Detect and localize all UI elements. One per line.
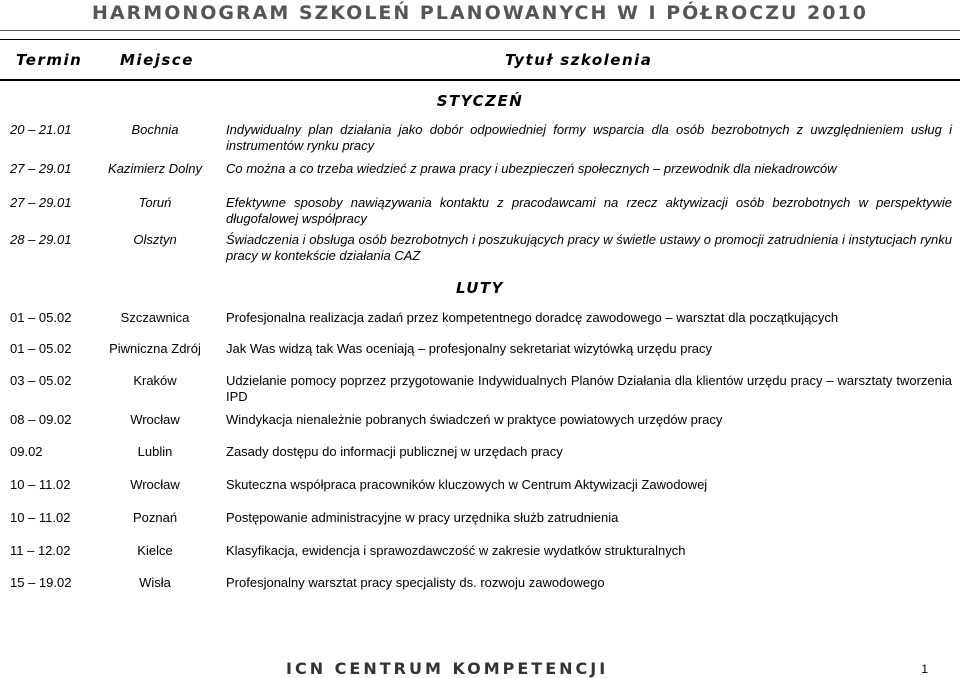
- row-place: Olsztyn: [133, 232, 177, 247]
- table-header: [0, 39, 960, 81]
- month-heading-february: LUTY: [455, 279, 504, 297]
- column-header-place: Miejsce: [120, 51, 194, 69]
- row-course-title: Zasady dostępu do informacji publicznej w urzędach pracy: [226, 444, 563, 459]
- row-place: Toruń: [138, 195, 172, 210]
- row-course-title: Indywidualny plan działania jako dobór odpowiedniej formy wsparcia dla osób bezrobotnych z uwzględnieniem usług i instrumentów rynku pracy: [226, 122, 952, 153]
- title-divider: [0, 30, 960, 31]
- page-number: 1: [921, 662, 928, 676]
- row-course-title: Świadczenia i obsługa osób bezrobotnych i poszukujących pracy w świetle ustawy o promocji zatrudnienia i instytucjach rynku pracy w kontekście działania CAZ: [226, 232, 952, 263]
- row-date: 09.02: [10, 444, 43, 459]
- row-place: Kielce: [137, 543, 173, 558]
- row-place: Bochnia: [131, 122, 179, 137]
- row-place: Wrocław: [130, 477, 180, 492]
- row-date: 01 – 05.02: [10, 310, 72, 325]
- row-date: 15 – 19.02: [10, 575, 72, 590]
- row-date: 03 – 05.02: [10, 373, 72, 388]
- row-place: Wisła: [139, 575, 171, 590]
- row-place: Kazimierz Dolny: [108, 161, 202, 176]
- row-place: Kraków: [133, 373, 177, 388]
- row-course-title: Efektywne sposoby nawiązywania kontaktu z pracodawcami na rzecz aktywizacji osób bezrobotnych w perspektywie długofalowej współpracy: [226, 195, 952, 226]
- row-place: Szczawnica: [120, 310, 190, 325]
- row-date: 10 – 11.02: [10, 510, 71, 525]
- row-course-title: Postępowanie administracyjne w pracy urzędnika służb zatrudnienia: [226, 510, 619, 525]
- row-date: 27 – 29.01: [10, 161, 72, 176]
- row-date: 08 – 09.02: [10, 412, 72, 427]
- row-date: 27 – 29.01: [10, 195, 72, 210]
- row-date: 10 – 11.02: [10, 477, 71, 492]
- row-course-title: Klasyfikacja, ewidencja i sprawozdawczość w zakresie wydatków strukturalnych: [226, 543, 686, 558]
- row-place: Lublin: [137, 444, 173, 459]
- document-title: HARMONOGRAM SZKOLEŃ PLANOWANYCH W I PÓŁROCZU 2010: [92, 2, 868, 24]
- row-place: Piwniczna Zdrój: [109, 341, 201, 356]
- row-course-title: Udzielanie pomocy poprzez przygotowanie Indywidualnych Planów Działania dla klientów urzędu pracy – warsztaty tworzenia IPD: [226, 373, 952, 404]
- row-course-title: Windykacja nienależnie pobranych świadczeń w praktyce powiatowych urzędów pracy: [226, 412, 723, 427]
- row-date: 28 – 29.01: [10, 232, 72, 247]
- row-place: Wrocław: [130, 412, 180, 427]
- row-place: Poznań: [132, 510, 178, 525]
- row-course-title: Jak Was widzą tak Was oceniają – profesjonalny sekretariat wizytówką urzędu pracy: [226, 341, 713, 356]
- row-course-title: Profesjonalna realizacja zadań przez kompetentnego doradcę zawodowego – warsztat dla początkujących: [226, 310, 839, 325]
- column-header-term: Termin: [16, 51, 83, 69]
- row-course-title: Skuteczna współpraca pracowników kluczowych w Centrum Aktywizacji Zawodowej: [226, 477, 708, 492]
- row-date: 11 – 12.02: [10, 543, 71, 558]
- row-date: 01 – 05.02: [10, 341, 72, 356]
- footer-organization: ICN CENTRUM KOMPETENCJI: [286, 659, 609, 678]
- row-date: 20 – 21.01: [10, 122, 72, 137]
- month-heading-january: STYCZEŃ: [436, 92, 524, 110]
- column-header-course: Tytuł szkolenia: [505, 51, 653, 69]
- row-course-title: Profesjonalny warsztat pracy specjalisty ds. rozwoju zawodowego: [226, 575, 605, 590]
- row-course-title: Co można a co trzeba wiedzieć z prawa pracy i ubezpieczeń społecznych – przewodnik dla niekadrowców: [226, 161, 837, 176]
